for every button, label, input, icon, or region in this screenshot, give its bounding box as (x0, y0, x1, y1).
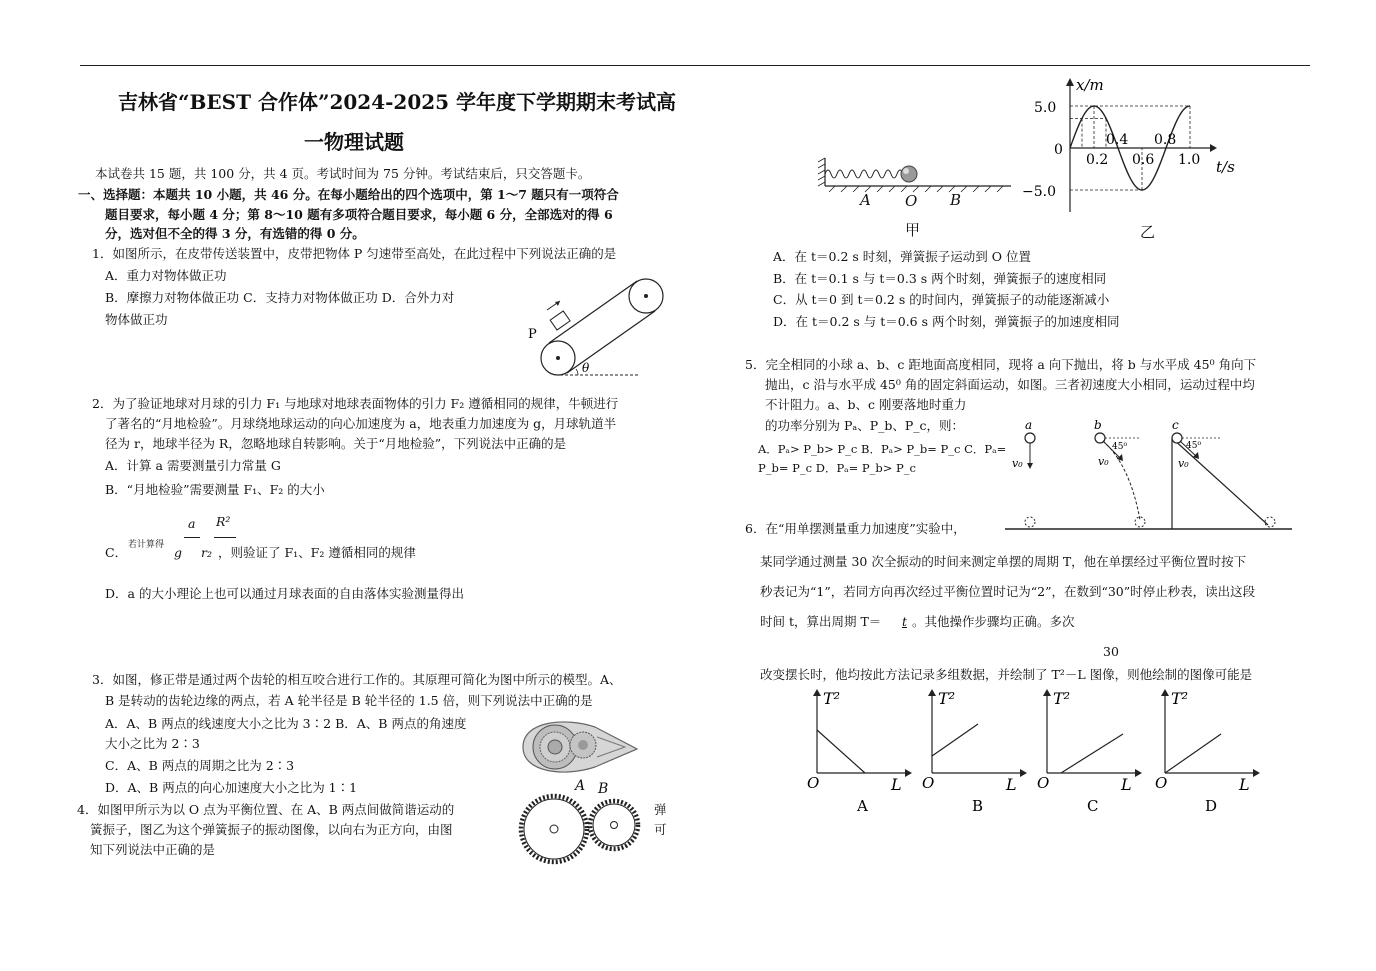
graph-data-line (1061, 734, 1123, 773)
graph-y-arrow (1161, 689, 1169, 696)
x-axis-label: t/s (1216, 158, 1235, 176)
section-heading-1: 一、选择题：本题共 10 小题，共 46 分。在每小题给出的四个选项中，第 1～7 题只有一项符合 (78, 187, 619, 202)
q5-line3: 不计阻力。a、b、c 刚要落地时重力 (765, 397, 967, 412)
top-rule (80, 65, 1310, 66)
q4-option-a: A．在 t＝0.2 s 时刻，弹簧振子运动到 O 位置 (773, 249, 1031, 264)
graph-origin: O (922, 774, 935, 792)
q2-line1: 2．为了验证地球对月球的引力 F₁ 与地球对地球表面物体的引力 F₂ 遵循相同的规律，牛顿进行 (92, 396, 619, 411)
graph-x-label: L (1121, 775, 1132, 794)
q5-fig-v0-a: v₀ (1012, 457, 1023, 470)
q5-line2: 抛出，c 沿与水平成 45⁰ 角的固定斜面运动，如图。三者初速度大小相同，运动过程中均 (765, 377, 1255, 392)
graph-y-label: T² (1053, 689, 1071, 708)
q1-fig-theta: θ (582, 361, 590, 375)
projectile-figure (1000, 415, 1295, 535)
section-heading-2: 题目要求，每小题 4 分；第 8～10 题有多项符合题目要求，每小题 6 分，全部选对的得 6 (105, 207, 613, 222)
q2-frac-a: a (188, 516, 196, 531)
q4-option-b: B．在 t＝0.1 s 与 t＝0.3 s 两个时刻，弹簧振子的速度相同 (773, 271, 1107, 286)
q2-frac-bar-2 (214, 537, 236, 538)
graph-origin: O (1155, 774, 1168, 792)
y-tick-label: 0 (1054, 142, 1063, 158)
q6-line1: 6．在“用单摆测量重力加速度”实验中， (745, 521, 966, 536)
graph-option-label: C (1087, 797, 1099, 815)
x-tick-label: 1.0 (1178, 152, 1201, 168)
q5-fig-c: c (1172, 418, 1179, 432)
q4-fig-yi: 乙 (1140, 223, 1156, 241)
q1-option-bcd: B．摩擦力对物体做正功 C．支持力对物体做正功 D．合外力对 (105, 290, 455, 305)
graph-x-label: L (1239, 775, 1250, 794)
q5-fig-v0-c: v₀ (1178, 457, 1189, 470)
q3-option-d: D．A、B 两点的向心加速度大小之比为 1∶1 (105, 780, 358, 795)
q4-fig-label-b: B (950, 191, 962, 209)
q5-fig-45-b: 45⁰ (1112, 442, 1128, 452)
section-heading-3: 分，选对但不全的得 3 分，有选错的得 0 分。 (105, 226, 365, 241)
graph-y-label: T² (938, 689, 956, 708)
graph-option-d (1153, 688, 1263, 818)
q6-line5: 改变摆长时，他均按此方法记录多组数据，并绘制了 T²－L 图像，则他绘制的图像可能是 (760, 667, 1253, 682)
q1-stem: 1．如图所示，在皮带传送装置中，皮带把物体 P 匀速带至高处，在此过程中下列说法正确的是 (92, 246, 617, 261)
q2-line3: 径为 r，地球半径为 R，忽略地球自转影响。关于“月地检验”，下列说法中正确的是 (105, 436, 567, 451)
q5-line1: 5．完全相同的小球 a、b、c 距地面高度相同，现将 a 向下抛出，将 b 与水平成 45⁰ 角向下 (745, 357, 1257, 372)
vibration-graph (1020, 72, 1250, 220)
y-axis-label: x/m (1076, 76, 1104, 94)
graph-option-label: B (972, 797, 984, 815)
graph-x-label: L (891, 775, 902, 794)
q2-option-c-suffix: ，则验证了 F₁、F₂ 遵循相同的规律 (218, 545, 416, 560)
graph-option-c (1035, 688, 1145, 818)
q3-option-ab-cont: 大小之比为 2∶3 (105, 736, 200, 751)
graph-y-label: T² (1171, 689, 1189, 708)
x-tick-label: 0.8 (1154, 132, 1177, 148)
q4-line1-right: 弹 (654, 802, 667, 817)
graph-data-line (1165, 734, 1221, 773)
graph-y-arrow (813, 689, 821, 696)
q4-fig-label-a: A (860, 191, 871, 209)
graph-origin: O (807, 774, 820, 792)
q5-options-2: P_b= P_c D．Pₐ= P_b> P_c (758, 461, 916, 475)
graph-x-label: L (1006, 775, 1017, 794)
q6-line2: 某同学通过测量 30 次全振动的时间来测定单摆的周期 T，他在单摆经过平衡位置时按下 (760, 554, 1247, 569)
q2-frac-R2: R² (216, 514, 231, 529)
q5-line4: 的功率分别为 Pₐ、P_b、P_c，则： (765, 418, 965, 433)
q6-denominator: 30 (1103, 644, 1119, 659)
x-tick-label: 0.4 (1106, 132, 1129, 148)
q6-line4-pre: 时间 t，算出周期 T＝ (760, 614, 882, 629)
graph-x-arrow (1020, 769, 1027, 777)
y-tick-label: −5.0 (1022, 184, 1056, 200)
graph-y-arrow (928, 689, 936, 696)
graph-x-arrow (1253, 769, 1260, 777)
y-axis-arrow (1066, 78, 1074, 86)
q1-option-a: A．重力对物体做正功 (105, 268, 227, 283)
x-tick-label: 0.2 (1086, 152, 1109, 168)
x-axis-arrow (1210, 144, 1217, 152)
q3-line2: B 是转动的齿轮边缘的两点，若 A 轮半径是 B 轮半径的 1.5 倍，则下列说法中正确的是 (105, 693, 593, 708)
conveyor-belt-figure (520, 276, 670, 378)
q3-line1: 3．如图，修正带是通过两个齿轮的相互咬合进行工作的。其原理可简化为图中所示的模型。A、 (92, 672, 622, 687)
q4-line3: 知下列说法中正确的是 (90, 842, 216, 857)
y-tick-label: 5.0 (1034, 100, 1057, 116)
q2-option-c-small: 若计算得 (128, 540, 165, 550)
q6-line4-frac: t (902, 614, 908, 629)
q1-fig-p: P (528, 327, 537, 342)
q6-line4-post: 。其他操作步骤均正确。多次 (912, 614, 1075, 629)
graph-option-label: A (857, 797, 868, 815)
q3-option-ab: A．A、B 两点的线速度大小之比为 3∶2 B．A、B 两点的角速度 (105, 716, 467, 731)
q4-option-d: D．在 t＝0.2 s 与 t＝0.6 s 两个时刻，弹簧振子的加速度相同 (773, 314, 1120, 329)
q5-fig-45-c: 45⁰ (1186, 441, 1202, 451)
exam-intro: 本试卷共 15 题，共 100 分，共 4 页。考试时间为 75 分钟。考试结束后，只交答题卡。 (95, 166, 591, 181)
graph-option-label: D (1205, 797, 1218, 815)
q5-options-1: A．Pₐ> P_b> P_c B．Pₐ> P_b= P_c C．Pₐ= (758, 442, 1007, 456)
q4-line2-right: 可 (654, 822, 667, 837)
q4-line2: 簧振子，图乙为这个弹簧振子的振动图像，以向右为正方向，由图 (90, 822, 453, 837)
q5-fig-b: b (1094, 418, 1102, 432)
graph-option-a (805, 688, 915, 818)
graph-x-arrow (1135, 769, 1142, 777)
q4-fig-jia: 甲 (905, 221, 921, 239)
page-title-line1: 吉林省“BEST 合作体”2024-2025 学年度下学期期末考试高 (118, 90, 677, 114)
q2-frac-bar-1 (184, 537, 200, 538)
gears-figure (512, 793, 644, 865)
q4-option-c: C．从 t＝0 到 t＝0.2 s 的时间内，弹簧振子的动能逐渐减小 (773, 292, 1110, 307)
q3-fig-label-a: A (575, 778, 586, 794)
graph-y-label: T² (823, 689, 841, 708)
x-tick-label: 0.6 (1132, 152, 1155, 168)
q2-option-b: B．“月地检验”需要测量 F₁、F₂ 的大小 (105, 482, 325, 497)
q2-frac-r: r₂ (201, 545, 212, 560)
graph-option-b (920, 688, 1030, 818)
q1-option-d-cont: 物体做正功 (105, 312, 168, 327)
q4-fig-label-o: O (905, 192, 918, 210)
q2-option-d: D．a 的大小理论上也可以通过月球表面的自由落体实验测量得出 (105, 586, 464, 601)
q2-line2: 了著名的“月地检验”。月球绕地球运动的向心加速度为 a，地表重力加速度为 g，月球轨道半 (105, 416, 617, 431)
q5-fig-a: a (1025, 418, 1033, 432)
page-title-line2: 一物理试题 (304, 130, 404, 154)
graph-data-line (932, 724, 978, 756)
graph-x-arrow (905, 769, 912, 777)
q2-option-a: A．计算 a 需要测量引力常量 G (105, 458, 281, 473)
q6-line3: 秒表记为“1”，若同方向再次经过平衡位置时记为“2”，在数到“30”时停止秒表，读出这段 (760, 584, 1256, 599)
q4-line1: 4．如图甲所示为以 O 点为平衡位置、在 A、B 两点间做简谐运动的 (77, 802, 455, 817)
q2-option-c-prefix: C． (105, 545, 128, 560)
graph-y-arrow (1043, 689, 1051, 696)
q3-fig-label-b: B (598, 781, 609, 797)
q5-fig-v0-b: v₀ (1098, 455, 1109, 468)
correction-tape-figure (515, 715, 645, 777)
graph-origin: O (1037, 774, 1050, 792)
q3-option-c: C．A、B 两点的周期之比为 2∶3 (105, 758, 295, 773)
graph-data-line (817, 730, 865, 773)
q2-frac-g: g (174, 545, 183, 560)
